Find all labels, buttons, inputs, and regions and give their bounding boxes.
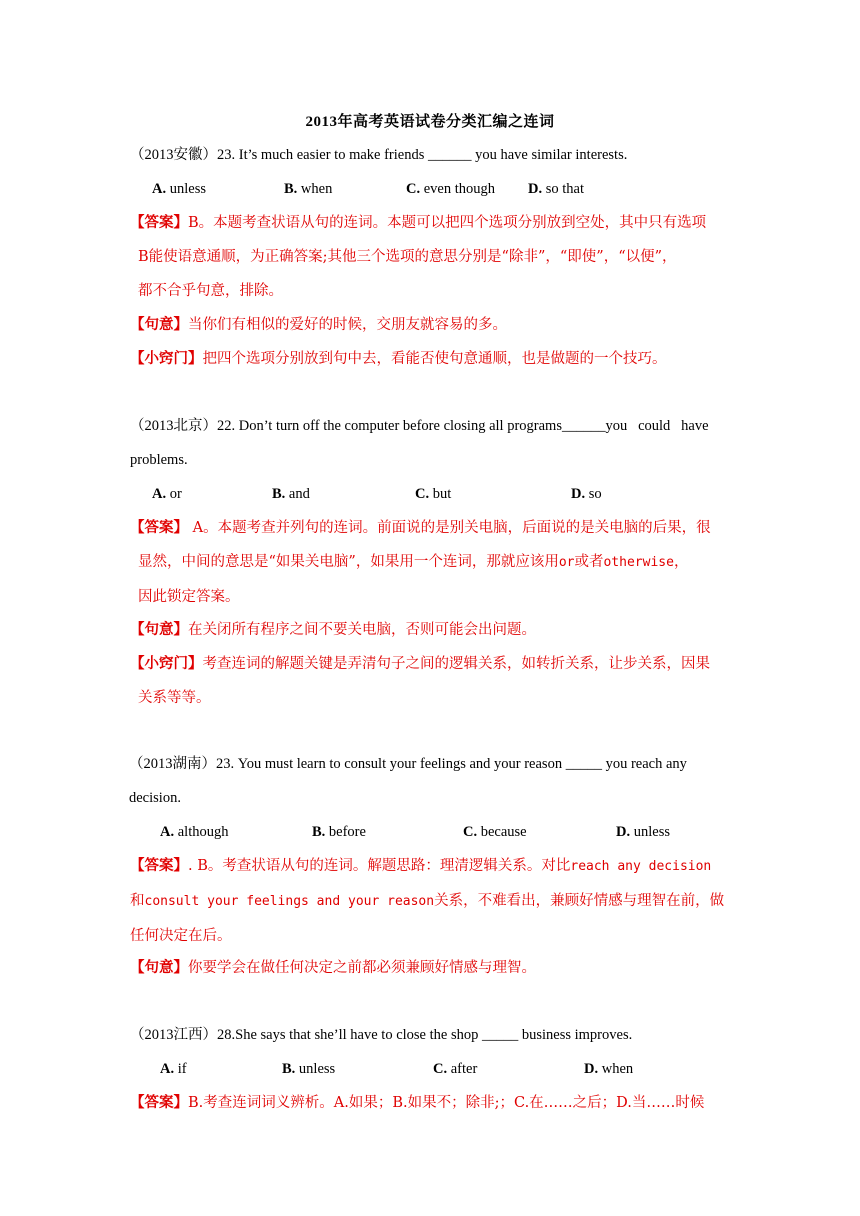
question-3-answer: 【答案】. B。考查状语从句的连词。解题思路：理清逻辑关系。对比reach any decision 和consult your feelings and your reason关系，不难看出，兼顾好情感与理智在前，做 任何决定在后。 — [130, 857, 725, 944]
question-2-tip: 【小窍门】考查连词的解题关键是弄清句子之间的逻辑关系，如转折关系，让步关系，因果 关系等等。 — [130, 655, 710, 706]
option-a: A. or — [152, 486, 182, 502]
question-1-tip: 【小窍门】把四个选项分别放到句中去，看能否使句意通顺，也是做题的一个技巧。 — [130, 350, 667, 367]
option-c: C. even though — [406, 181, 496, 197]
question-2-answer: 【答案】 A。本题考查并列句的连词。前面说的是别关电脑，后面说的是关电脑的后果，很 显然，中间的意思是“如果关电脑”，如果用一个连词，那就应该用or或者otherwise， 因此锁定答案。 — [130, 519, 711, 605]
question-4-stem — [130, 1018, 730, 1052]
question-4-answer: 【答案】B.考查连词词义辨析。A.如果；B.如果不；除非;；C.在……之后；D.当……时候 — [130, 1094, 705, 1111]
option-d: D. so — [571, 486, 602, 502]
option-c: C. but — [415, 486, 452, 502]
question-1-options — [152, 172, 712, 206]
question-source: （2013北京） — [130, 418, 217, 434]
question-4-options — [160, 1052, 720, 1086]
question-source: （2013安徽） — [130, 147, 217, 163]
question-source: （2013江西） — [130, 1027, 217, 1043]
question-2-meaning: 【句意】在关闭所有程序之间不要关电脑，否则可能会出问题。 — [130, 621, 536, 638]
question-source: （2013湖南） — [129, 756, 216, 772]
question-2-stem: （2013北京）22. Don’t turn off the computer before closing all programs______you could have problems. — [130, 418, 709, 468]
question-text: 22. Don’t turn off the computer before closing all programs______you could have — [217, 418, 709, 434]
question-3-stem: （2013湖南）23. You must learn to consult your feelings and your reason _____ you reach any decision. — [129, 756, 687, 806]
question-text: 23. It’s much easier to make friends ______ you have similar interests. — [217, 147, 628, 163]
question-text: 23. You must learn to consult your feelings and your reason _____ you reach any — [216, 756, 687, 772]
document-title: 2013年高考英语试卷分类汇编之连词 — [305, 114, 555, 130]
option-b: B. unless — [282, 1061, 336, 1077]
question-3-meaning: 【句意】你要学会在做任何决定之前都必须兼顾好情感与理智。 — [130, 959, 536, 976]
option-d: D. unless — [616, 824, 670, 840]
question-3-options — [160, 815, 720, 849]
option-d: D. so that — [528, 181, 584, 197]
option-a: A. if — [160, 1061, 187, 1077]
option-b: B. when — [284, 181, 333, 197]
option-b: B. before — [312, 824, 366, 840]
option-a: A. unless — [152, 181, 206, 197]
question-1-meaning: 【句意】当你们有相似的爱好的时候，交朋友就容易的多。 — [130, 316, 507, 333]
option-c: C. after — [433, 1061, 478, 1077]
question-1-answer: 【答案】B。本题考查状语从句的连词。本题可以把四个选项分别放到空处，其中只有选项 B能使语意通顺，为正确答案;其他三个选项的意思分别是“除非”，“即使”，“以便”， 都不合乎句意，排除。 — [130, 214, 707, 299]
option-b: B. and — [272, 486, 310, 502]
question-1-stem — [130, 138, 730, 172]
option-c: C. because — [463, 824, 527, 840]
question-2-options — [152, 477, 712, 511]
option-a: A. although — [160, 824, 229, 840]
question-text: 28.She says that she’ll have to close the shop _____ business improves. — [217, 1027, 633, 1043]
option-d: D. when — [584, 1061, 634, 1077]
